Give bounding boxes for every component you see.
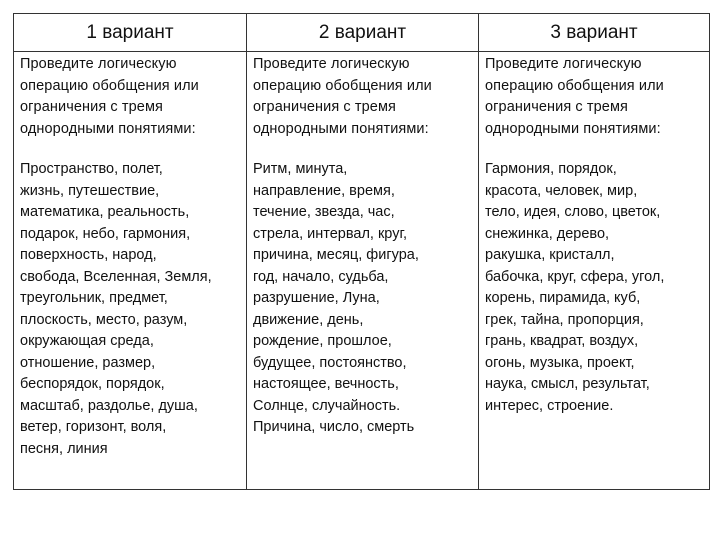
content-row xyxy=(14,52,710,490)
variants-table xyxy=(13,13,710,490)
variant-2-cell xyxy=(247,52,479,490)
header-variant-1: 1 вариант xyxy=(14,14,247,52)
variant-3-word-list: Гармония, порядок, красота, человек, мир, тело, идея, слово, цветок, снежинка, дерево, ракушка, кристалл, бабочка, круг, сфера, угол, корень, пирамида, куб, грек, тайна, пропорция, грань, квадрат, воздух, огонь, музыка, проект, наука, смысл, результат, интерес, строение. xyxy=(485,161,665,414)
header-variant-2: 2 вариант xyxy=(247,14,479,52)
header-row xyxy=(14,14,710,52)
header-variant-3: 3 вариант xyxy=(479,14,710,52)
variant-2-word-list: Ритм, минута, направление, время, течение, звезда, час, стрела, интервал, круг, причина, месяц, фигура, год, начало, судьба, разрушение, Луна, движение, день, рождение, прошлое, будущее, постоянство, настоящее, вечность, Солнце, случайность. Причина, число, смерть xyxy=(253,161,419,435)
variant-1-cell xyxy=(14,52,247,490)
variant-3-cell xyxy=(479,52,710,490)
variant-3-instruction: Проведите логическую операцию обобщения или ограничения с тремя однородными понятиями: xyxy=(485,56,664,137)
variant-2-instruction: Проведите логическую операцию обобщения или ограничения с тремя однородными понятиями: xyxy=(253,56,432,137)
variant-1-word-list: Пространство, полет, жизнь, путешествие, математика, реальность, подарок, небо, гармония, поверхность, народ, свобода, Вселенная, Земля, треугольник, предмет, плоскость, место, разум, окружающая среда, отношение, размер, беспорядок, порядок, масштаб, раздолье, душа, ветер, горизонт, воля, песня, линия xyxy=(20,161,212,457)
variant-1-instruction: Проведите логическую операцию обобщения или ограничения с тремя однородными понятиями: xyxy=(20,56,199,137)
